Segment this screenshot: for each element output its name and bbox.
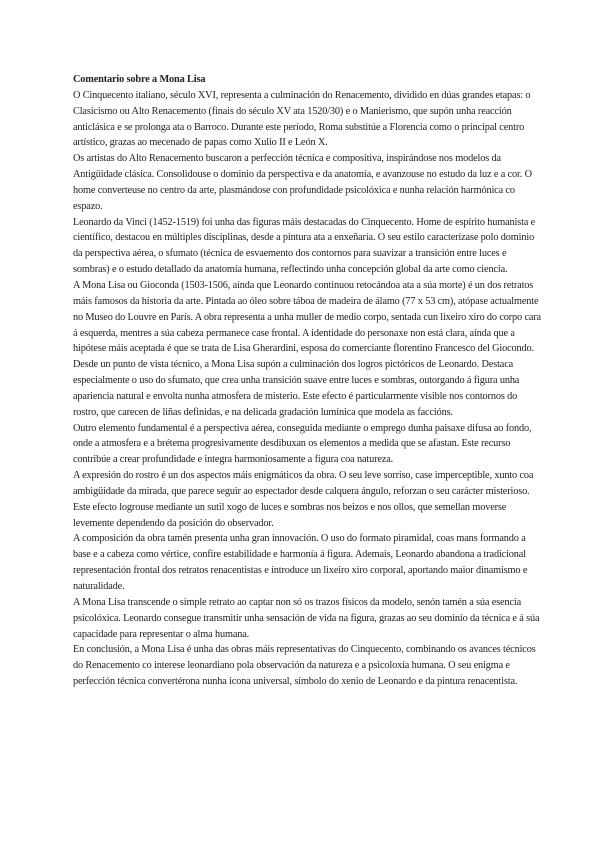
paragraph: A composición da obra tamén presenta unha gran innovación. O uso do formato piramidal, coas mans formando a base e a cabeza como vértice, confire estabilidade e harmonía á figura. Ademais, Leonardo abandona a tradicional representación frontal dos retratos renacentistas e introduce un lixeiro xiro corporal, aportando maior dinamismo e naturalidade. xyxy=(73,533,528,592)
paragraph: Desde un punto de vista técnico, a Mona Lisa supón a culminación dos logros pictóricos de Leonardo. Destaca especialmente o uso do sfumato, que crea unha transición suave entre luces e sombras, outorgando á figura unha apariencia natural e envolta nunha atmosfera de misterio. Este efecto é particularmente visible nos contornos do rostro, que carecen de liñas definidas, e na delicada gradación lumínica que modela as faccións. xyxy=(73,359,520,418)
paragraph: Os artistas do Alto Renacemento buscaron a perfección técnica e compositiva, inspirándose nos modelos da Antigüidade clásica. Consolidouse o dominio da perspectiva e da anatomía, e avanzouse no estudo da luz e a cor. O home converteuse no centro da arte, plasmándose con profundidade psicolóxica e nunha relación harmónica co espazo. xyxy=(73,153,532,212)
document-body xyxy=(73,72,541,690)
paragraph: En conclusión, a Mona Lisa é unha das obras máis representativas do Cinquecento, combinando os avances técnicos do Renacemento co interese leonardiano pola observación da natureza e a psicoloxía humana. O seu enigma e perfección técnica convertérona nunha icona universal, símbolo do xenio de Leonardo e da pintura renacentista. xyxy=(73,644,536,688)
paragraph: A Mona Lisa transcende o simple retrato ao captar non só os trazos físicos da modelo, senón tamén a súa esencia psicolóxica. Leonardo consegue transmitir unha sensación de vida na figura, grazas ao seu dominio da técnica e á súa capacidade para representar o alma humana. xyxy=(73,596,540,640)
document-title: Comentario sobre a Mona Lisa xyxy=(73,74,206,85)
paragraph: O Cinquecento italiano, século XVI, representa a culminación do Renacemento, dividido en dúas grandes etapas: o Clasicismo ou Alto Renacemento (finais do século XV ata 1520/30) e o Manierismo, que supón unha reacción anticlásica e se prolonga ata o Barroco. Durante este período, Roma substitúe a Florencia como o principal centro artístico, grazas ao mecenado de papas como Xulio II e León X. xyxy=(73,89,531,149)
paragraph: A Mona Lisa ou Gioconda (1503-1506, aínda que Leonardo continuou retocándoa ata a súa morte) é un dos retratos máis famosos da historia da arte. Pintada ao óleo sobre táboa de madeira de álamo (77 x 53 cm), atópase actualmente no Museo do Louvre en París. A obra representa a unha muller de medio corpo, sentada cun lixeiro xiro do corpo cara á esquerda, mentres a súa cabeza permanece case frontal. A identidade do personaxe non está clara, aínda que a hipótese máis aceptada é que se trata de Lisa Gherardini, esposa do comerciante florentino Francesco del Giocondo. xyxy=(73,279,541,355)
paragraph: A expresión do rostro é un dos aspectos máis enigmáticos da obra. O seu leve sorriso, case imperceptible, xunto coa ambigüidade da mirada, que parece seguir ao espectador desde calquera ángulo, reforzan o seu carácter misterioso. Este efecto logrouse mediante un sutil xogo de luces e sombras nos beizos e nos ollos, que semellan moverse levemente dependendo da posición do observador. xyxy=(73,470,534,529)
paragraph: Leonardo da Vinci (1452-1519) foi unha das figuras máis destacadas do Cinquecento. Home de espírito humanista e científico, destacou en múltiples disciplinas, desde a pintura ata a enxeñaría. O seu estilo caracterízase polo dominio da perspectiva aérea, o sfumato (técnica de esvaemento dos contornos para suavizar a transición entre luces e sombras) e o estudo detallado da anatomía humana, reflectindo unha concepción global da arte como ciencia. xyxy=(73,216,536,276)
paragraph: Outro elemento fundamental é a perspectiva aérea, conseguida mediante o emprego dunha paisaxe difusa ao fondo, onde a atmosfera e a brétema progresivamente desdibuxan os elementos a medida que se afastan. Este recurso contribúe a crear profundidade e integra harmoniosamente a figura coa natureza. xyxy=(73,422,532,466)
